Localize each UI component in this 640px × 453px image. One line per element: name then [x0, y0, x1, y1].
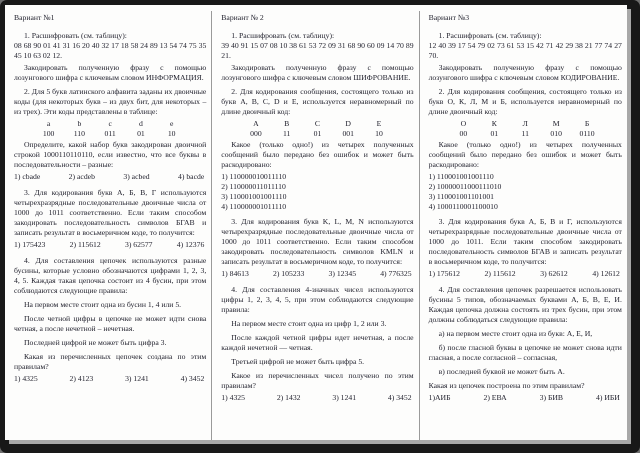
- q2-followup: Какое (только одно!) из четырех полученных сообщений было передано без ошибок и может быть раскодировано:: [221, 140, 414, 169]
- columns-container: [5, 5, 627, 440]
- answer-option: 1) 84613: [221, 269, 249, 278]
- answer-option: 4) 1000110001100010: [428, 202, 498, 211]
- code-letter: E: [376, 119, 382, 128]
- q4-question: Какая из цепочек построена по этим правилам?: [428, 381, 585, 390]
- q1-paragraph: [14, 31, 206, 61]
- q4-rule: После четной цифры в цепочке не может идти снова четная, а после нечетной – нечетная.: [14, 314, 207, 333]
- variant-1-column: [5, 11, 212, 440]
- code-table-values: [33, 129, 187, 139]
- code-letter: D: [345, 119, 351, 128]
- answer-option: 2) 110000011011110: [221, 182, 286, 191]
- q4-rule: На первом месте стоит одна из бусин 1, 4 или 5.: [24, 300, 182, 309]
- code-value: 10: [375, 129, 383, 138]
- q4-paragraph: 4. Для составления 4-значных чисел используются цифры 1, 2, 3, 4, 5, при этом соблюдаются следующие правила:: [221, 285, 414, 314]
- code-letter: e: [169, 119, 174, 128]
- code-table: [33, 119, 187, 139]
- q1-paragraph: [221, 31, 413, 61]
- q1-lead: 1. Расшифровать (см. таблицу):: [438, 31, 542, 40]
- answer-option: 4) 3452: [180, 374, 205, 383]
- q3-options-row: [14, 240, 204, 250]
- q1-encode-paragraph: Закодировать полученную фразу с помощью лозунгового шифра с ключевым словом ШИФРОВАНИЕ.: [221, 63, 414, 82]
- code-letter: c: [108, 119, 112, 128]
- answer-option: 1) 110001001001110: [428, 172, 494, 181]
- answer-option: 1) 110000010011110: [221, 172, 287, 181]
- q4-paragraph: 4. Для составления цепочек используются разные бусины, которые условно обозначаются цифрами 1, 2, 3, 4, 5. Каждая такая цепочка состоит из 4 бусин, при этом соблюдаются следующие правила:: [14, 256, 207, 295]
- code-table-letters: [33, 119, 187, 129]
- q1-lead: 1. Расшифровать (см. таблицу):: [24, 31, 127, 40]
- code-table: [448, 119, 603, 139]
- answer-option: 4) ИБИ: [596, 393, 620, 402]
- answer-option: 4) 12376: [176, 240, 205, 249]
- code-value: 10: [167, 129, 176, 138]
- answer-option: 3) 1241: [332, 393, 357, 402]
- variant-title: Вариант №3: [428, 13, 470, 22]
- answer-option: 2) acdeb: [68, 172, 95, 181]
- code-value: 011: [104, 129, 116, 138]
- code-value: 11: [282, 129, 291, 138]
- answer-option: 4) 110000001011110: [221, 202, 287, 211]
- answer-option: 1) cbade: [14, 172, 41, 181]
- q2-followup: Какое (только одно!) из четырех полученных сообщений было передано без ошибок и может быть раскодировано:: [428, 140, 622, 169]
- q4-options-row: [221, 393, 411, 403]
- answer-option: 2) 115612: [484, 269, 516, 278]
- code-value: 000: [250, 129, 262, 138]
- answer-option: 3) 12345: [328, 269, 357, 278]
- code-value: 110: [73, 129, 85, 138]
- q4-rule: б) после гласной буквы в цепочке не может снова идти гласная, а после согласной – согласная,: [428, 343, 622, 362]
- answer-option: 1) 4325: [221, 393, 245, 402]
- answer-option: 2) 105233: [272, 269, 305, 278]
- q4-rule: а) на первом месте стоит одна из букв: А, Е, И,: [438, 329, 593, 338]
- answer-option: 2) 4123: [69, 374, 94, 383]
- code-value: 01: [490, 129, 499, 138]
- q4-rule: Третьей цифрой не может быть цифра 5.: [231, 357, 365, 366]
- q4-rule: Последней цифрой не может быть цифра 3.: [24, 338, 167, 347]
- code-value: 00: [459, 129, 468, 138]
- code-value: 01: [313, 129, 322, 138]
- q2-paragraph: 2. Для 5 букв латинского алфавита заданы их двоичные коды (для некоторых букв – из двух бит, для некоторых – из трех). Эти коды представлены в таблице:: [14, 87, 207, 116]
- code-table-values: [448, 129, 603, 139]
- answer-option: 3) 62577: [124, 240, 153, 249]
- answer-option: 2) 10000011000111010: [428, 182, 502, 191]
- code-letter: d: [138, 119, 143, 128]
- code-letter: A: [253, 119, 259, 128]
- answer-option: 3) 62612: [540, 269, 568, 278]
- code-letter: a: [46, 119, 51, 128]
- code-value: 001: [342, 129, 354, 138]
- code-letter: Б: [584, 119, 590, 128]
- answer-option: 3) 1241: [125, 374, 149, 383]
- q4-rule: На первом месте стоит одна из цифр 1, 2 или 3.: [231, 319, 387, 328]
- q2-followup: Определите, какой набор букв закодирован двоичной строкой 1000110110110, если известно, что все буквы в последовательности – разные:: [14, 140, 207, 169]
- q3-paragraph: 3. Для кодирования букв А, Б, В и Г, используются четырехразрядные последовательные двоичные числа от 1000 до 1011. Если таким способом закодировать последовательность символов БГАВ и записать результат в восьмеричном коде, то получится:: [428, 217, 622, 266]
- answer-option: 4) 3452: [387, 393, 412, 402]
- code-table-letters: [241, 119, 395, 129]
- variant-3-column: [420, 11, 627, 440]
- answer-option: 3) 110001001101001: [428, 192, 495, 201]
- code-table-letters: [448, 119, 603, 129]
- q3-options-row: [429, 269, 620, 279]
- answer-option: 4) 776325: [380, 269, 412, 278]
- answer-option: 1) 4325: [14, 374, 38, 383]
- q1-numbers: 12 40 39 17 54 79 02 73 61 53 15 42 71 42 29 38 21 77 74 27 70.: [428, 41, 622, 60]
- code-table: [241, 119, 395, 139]
- answer-option: 3) acbed: [123, 172, 150, 181]
- code-value: 0110: [579, 129, 595, 138]
- code-letter: О: [460, 119, 467, 128]
- q2-options-row: [14, 172, 204, 182]
- variant-title: Вариант № 2: [221, 13, 264, 22]
- q3-paragraph: 3. Для кодирования букв А, Б, В, Г используются четырехразрядные последовательные двоичные числа от 1000 до 1011 соответственно. Если таким способом закодировать последовательность символов БГАВ и записать результат в восьмеричном коде, то получится:: [14, 188, 207, 237]
- answer-option: 1) 175612: [428, 269, 460, 278]
- q4-question: Какая из перечисленных цепочек создана по этим правилам?: [14, 352, 207, 371]
- q2-options-list: [221, 172, 413, 212]
- code-value: 100: [42, 129, 55, 138]
- answer-option: 2) 1432: [276, 393, 301, 402]
- answer-option: 2) 115612: [69, 240, 101, 249]
- q4-paragraph: 4. Для составления цепочек разрешается использовать бусины 5 типов, обозначаемых буквами А, Б, В, Е, И. Каждая цепочка должна состоять из трех бусин, при этом должны соблюдаться следующие правила:: [428, 285, 622, 324]
- variant-title: Вариант №1: [14, 13, 55, 22]
- answer-option: 4) 12612: [592, 269, 620, 278]
- answer-option: 3) 110001001001110: [221, 192, 287, 201]
- q1-numbers: 39 40 91 15 07 08 10 38 61 53 72 09 31 68 90 60 09 14 70 89 21.: [221, 41, 414, 60]
- q1-encode-paragraph: Закодировать полученную фразу с помощью лозунгового шифра с ключевым словом КОДИРОВАНИЕ.: [428, 63, 622, 82]
- q2-paragraph: 2. Для кодирования сообщения, состоящего только из букв О, К, Л, М и Б, используется неравномерный по длине двоичный код:: [428, 87, 622, 116]
- answer-option: 3) БИВ: [539, 393, 564, 402]
- q4-rule: в) последней буквой не может быть А.: [438, 367, 565, 376]
- document-page: [5, 5, 627, 440]
- q1-lead: 1. Расшифровать (см. таблицу):: [231, 31, 335, 40]
- code-value: 01: [137, 129, 145, 138]
- code-letter: C: [314, 119, 321, 128]
- q1-paragraph: [429, 31, 622, 61]
- q4-question: Какое из перечисленных чисел получено по этим правилам?: [221, 371, 414, 390]
- answer-option: 4) bacde: [178, 172, 205, 181]
- q4-options-row: [429, 393, 620, 403]
- answer-option: 2) ЕВА: [483, 393, 507, 402]
- q1-encode-paragraph: Закодировать полученную фразу с помощью лозунгового шифра с ключевым словом ИНФОРМАЦИЯ.: [14, 63, 207, 82]
- q1-numbers: 08 68 90 01 41 31 16 20 40 32 17 18 58 24 89 13 54 74 75 35 45 10 63 02 12.: [14, 41, 207, 60]
- variant-2-column: [212, 11, 419, 440]
- q3-options-row: [221, 269, 411, 279]
- q3-paragraph: 3. Для кодирования букв K, L, M, N используются четырехразрядные последовательные двоичные числа от 1000 до 1011 соответственно. Если таким способом закодировать последовательность символов KMLN и записать результат в восьмеричном коде, то получится:: [221, 217, 414, 266]
- code-letter: B: [284, 119, 290, 128]
- code-letter: К: [491, 119, 497, 128]
- code-value: 11: [521, 129, 529, 138]
- code-letter: b: [77, 119, 82, 128]
- answer-option: 1) 175423: [14, 240, 46, 249]
- q4-options-row: [14, 374, 204, 384]
- q2-options-list: [429, 172, 622, 212]
- code-letter: Л: [522, 119, 528, 128]
- q4-rule: После каждой четной цифры идет нечетная, а после каждой нечетной — четная.: [221, 333, 414, 352]
- code-value: 010: [550, 129, 562, 138]
- code-table-values: [241, 129, 395, 139]
- code-letter: М: [552, 119, 560, 128]
- answer-option: 1)АИБ: [428, 393, 451, 402]
- q2-paragraph: 2. Для кодирования сообщения, состоящего только из букв A, B, C, D и E, используется неравномерный по длине двоичный код:: [221, 87, 414, 116]
